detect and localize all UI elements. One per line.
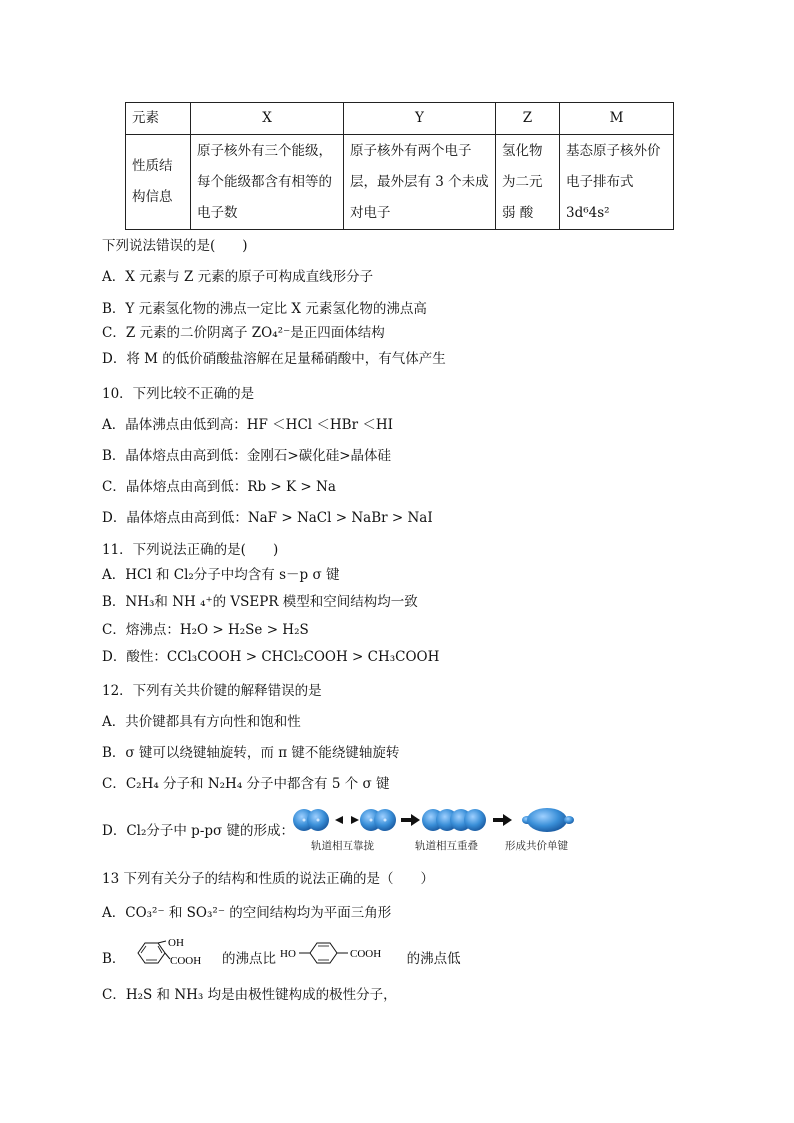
mol2-cooh-label: COOH xyxy=(350,948,382,960)
covalent-bond-orbital xyxy=(522,808,574,832)
mol1-cooh-label: COOH xyxy=(169,955,201,967)
mol2-ho-label: HO xyxy=(280,948,297,960)
element-info-table xyxy=(125,102,674,230)
diagram-label: 轨道相互重叠 xyxy=(415,840,478,852)
orbitals-approaching xyxy=(293,809,329,831)
table-cell: 氢化物为二元弱 酸 xyxy=(496,135,560,230)
question-11-option-a: A．HCl 和 Cl₂分子中均含有 s－p σ 键 xyxy=(102,567,340,583)
mol1-oh-label: OH xyxy=(167,937,184,949)
question-10-option-a: A．晶体沸点由低到高：HF ＜HCl ＜HBr ＜HI xyxy=(102,417,393,433)
question-13-option-c: C．H₂S 和 NH₃ 均是由极性键构成的极性分子， xyxy=(102,987,397,1003)
question-11-stem: 11．下列说法正确的是( ) xyxy=(102,542,279,558)
option-b-mid: 的沸点比 xyxy=(222,951,277,967)
orbital-overlap-diagram xyxy=(293,806,583,852)
table-row-label: 性质结构信息 xyxy=(126,135,191,230)
option-b-suffix: 的沸点低 xyxy=(406,951,461,967)
question-9-option-d: D．将 M 的低价硝酸盐溶解在足量稀硝酸中，有气体产生 xyxy=(102,351,446,367)
question-11-option-b: B．NH₃和 NH ₄⁺的 VSEPR 模型和空间结构均一致 xyxy=(102,594,418,610)
question-11-option-c: C．熔沸点：H₂O > H₂Se > H₂S xyxy=(102,622,309,638)
option-b-prefix: B． xyxy=(102,951,126,967)
double-arrow-icon xyxy=(335,816,359,824)
table-cell: 原子核外有两个电子层，最外层有 3 个未成对电子 xyxy=(344,135,496,230)
table-header: Z xyxy=(496,103,560,135)
question-13-option-a: A．CO₃²⁻ 和 SO₃²⁻ 的空间结构均为平面三角形 xyxy=(102,905,392,921)
question-12-option-a: A．共价键都具有方向性和饱和性 xyxy=(102,714,301,730)
table-header: Y xyxy=(344,103,496,135)
question-10-option-c: C．晶体熔点由高到低：Rb > K > Na xyxy=(102,479,336,495)
question-9-stem: 下列说法错误的是( ) xyxy=(102,238,248,254)
diagram-label: 形成共价单键 xyxy=(505,840,568,852)
question-12-option-b: B．σ 键可以绕键轴旋转，而 π 键不能绕键轴旋转 xyxy=(102,745,400,761)
table-header: X xyxy=(191,103,344,135)
right-arrow-icon xyxy=(401,814,420,826)
question-9-option-b: B．Y 元素氢化物的沸点一定比 X 元素氢化物的沸点高 xyxy=(102,301,427,317)
table-cell: 基态原子核外价电子排布式3d⁶4s² xyxy=(560,135,674,230)
orbitals-close xyxy=(360,809,396,831)
hydroxybenzoic-acid-structure xyxy=(280,937,402,982)
question-13-stem: 13 下列有关分子的结构和性质的说法正确的是（ ） xyxy=(102,871,434,887)
orbitals-overlapping xyxy=(422,809,486,831)
table-header: 元素 xyxy=(126,103,191,135)
question-12-stem: 12．下列有关共价键的解释错误的是 xyxy=(102,683,322,699)
question-13-option-b xyxy=(102,937,461,971)
question-9-option-a: A．X 元素与 Z 元素的原子可构成直线形分子 xyxy=(102,269,374,285)
table-cell: 原子核外有三个能级，每个能级都含有相等的电子数 xyxy=(191,135,344,230)
orbital-overlap-svg xyxy=(293,806,583,834)
salicylic-acid-structure xyxy=(130,937,218,982)
question-9-option-c: C．Z 元素的二价阴离子 ZO₄²⁻是正四面体结构 xyxy=(102,325,385,341)
question-12-option-c: C．C₂H₄ 分子和 N₂H₄ 分子中都含有 5 个 σ 键 xyxy=(102,776,390,792)
question-10-option-d: D．晶体熔点由高到低：NaF > NaCl > NaBr > NaI xyxy=(102,510,433,526)
question-12-option-d: D．Cl₂分子中 p-pσ 键的形成： xyxy=(102,823,295,839)
question-10-stem: 10．下列比较不正确的是 xyxy=(102,386,255,402)
diagram-label: 轨道相互靠拢 xyxy=(311,840,374,852)
table-header: M xyxy=(560,103,674,135)
question-10-option-b: B．晶体熔点由高到低：金刚石>碳化硅>晶体硅 xyxy=(102,448,392,464)
question-11-option-d: D．酸性：CCl₃COOH > CHCl₂COOH > CH₃COOH xyxy=(102,649,440,665)
right-arrow-icon xyxy=(493,814,512,826)
